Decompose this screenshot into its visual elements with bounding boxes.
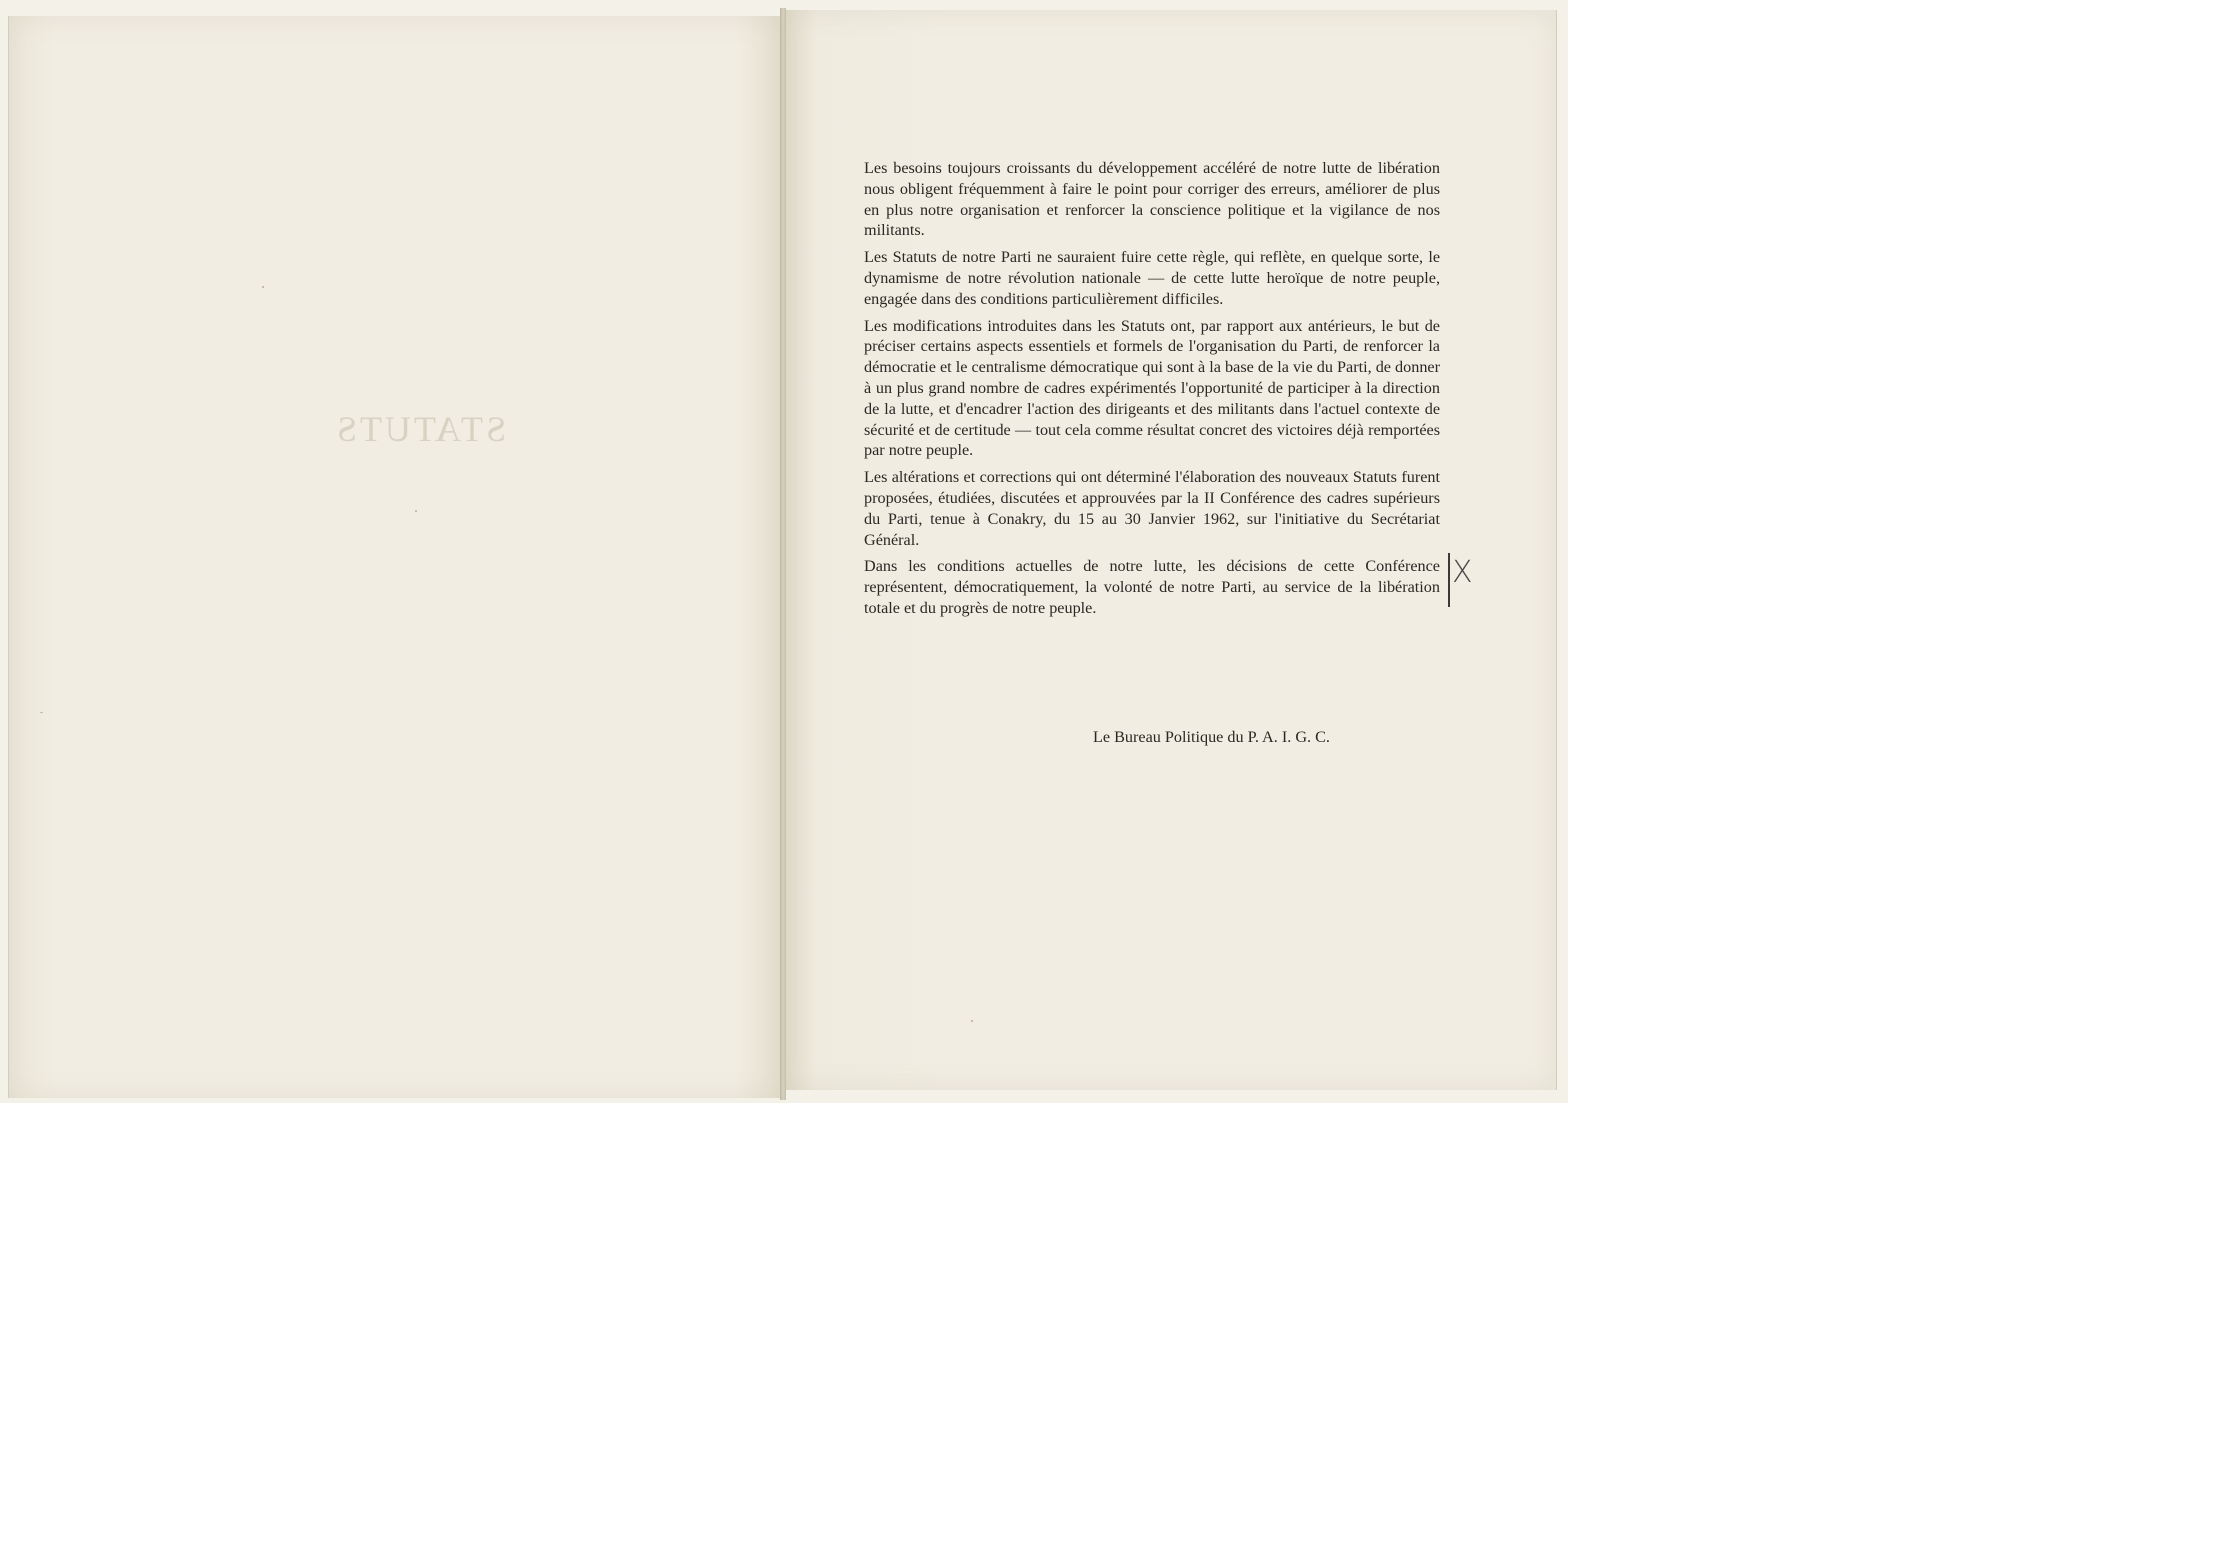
- left-page: [8, 16, 781, 1098]
- document-spread: [0, 0, 1568, 1103]
- paper-speck: [971, 1020, 973, 1022]
- paper-speck: [415, 510, 417, 512]
- paragraph-4: Les altérations et corrections qui ont déterminé l'élaboration des nouveaux Statuts furent proposées, étudiées, discutées et approuvées par la II Conférence des cadres supérieurs du Parti, tenue à Conakry, du 15 au 30 Janvier 1962, sur l'initiative du Secrétariat Général.: [864, 468, 1440, 549]
- paper-speck: [262, 286, 264, 288]
- paragraph-2: Les Statuts de notre Parti ne sauraient fuire cette règle, qui reflète, en quelque sorte, le dynamisme de notre révolution nationale — de cette lutte heroïque de notre peuple, engagée dans des conditions particulièrement difficiles.: [864, 248, 1440, 308]
- paragraph-3: Les modifications introduites dans les Statuts ont, par rapport aux antérieurs, le but de préciser certains aspects essentiels et formels de l'organisation du Parti, de renforcer la démocratie et le centralisme démocratique qui sont à la base de la vie du Parti, de donner à un plus grand nombre de cadres expérimentés l'opportunité de participer à la direction de la lutte, et d'encadrer l'action des dirigeants et des militants dans l'actuel contexte de sécurité et de certitude — tout cela comme résultat concret des victoires déjà remportées par notre peuple.: [864, 316, 1440, 460]
- paragraph-1: Les besoins toujours croissants du développement accéléré de notre lutte de libération nous obligent fréquemment à faire le point pour corriger des erreurs, améliorer de plus en plus notre organisation et renforcer la conscience politique et la vigilance de nos militants.: [864, 159, 1440, 240]
- margin-mark-bar: [1448, 553, 1450, 607]
- signature: Le Bureau Politique du P. A. I. G. C.: [1093, 728, 1330, 746]
- showthrough-title: STATUTS: [333, 409, 507, 449]
- paper-speck: [40, 712, 43, 713]
- paragraph-5: Dans les conditions actuelles de notre lutte, les décisions de cette Conférence représentent, démocratiquement, la volonté de notre Parti, au service de la libération totale et du progrès de notre peuple.: [864, 557, 1440, 617]
- margin-mark-x: X: [1452, 555, 1473, 590]
- preface-text: [864, 158, 1440, 625]
